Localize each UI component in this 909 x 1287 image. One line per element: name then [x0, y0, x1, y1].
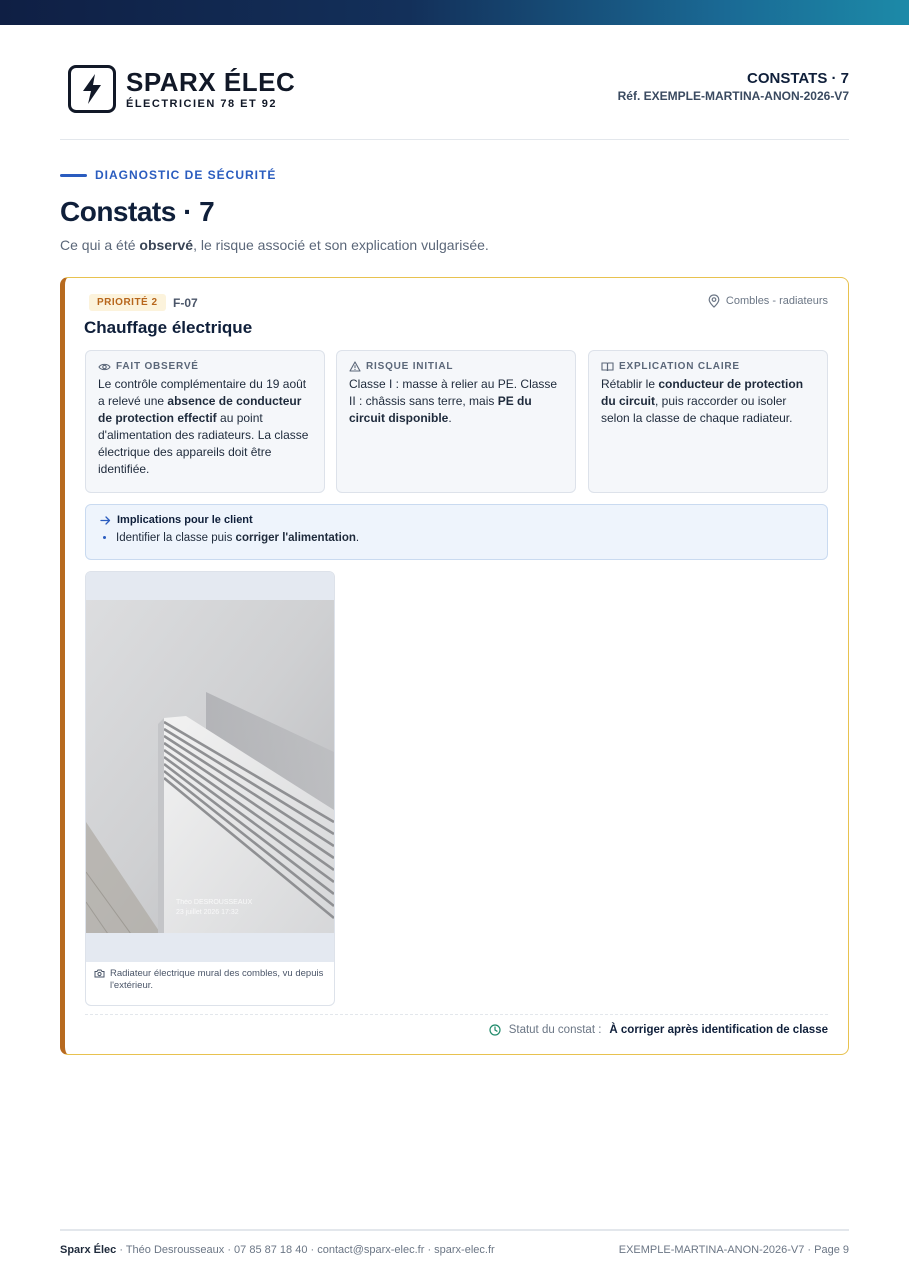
footer-contact: Sparx Élec · Théo Desrousseaux · 07 85 87 18 40 · contact@sparx-elec.fr · sparx-elec.fr	[60, 1244, 495, 1256]
implications-label: Implications pour le client	[117, 514, 253, 526]
risk-panel	[336, 350, 576, 493]
page-subtitle: Ce qui a été observé, le risque associé et son explication vulgarisée.	[60, 237, 489, 253]
explanation-panel	[588, 350, 828, 493]
status-value: À corriger après identification de classe	[609, 1024, 828, 1036]
finding-status	[85, 1014, 828, 1036]
map-pin-icon	[708, 294, 720, 308]
photo-watermark: Théo DESROUSSEAUX 23 juillet 2026 17:32	[176, 899, 253, 916]
warning-triangle-icon	[349, 361, 361, 372]
priority-badge: PRIORITÉ 2	[89, 294, 166, 311]
implication-item: • Identifier la classe puis corriger l'alimentation.	[116, 532, 813, 544]
finding-code: F-07	[173, 296, 198, 310]
photo-caption: Radiateur électrique mural des combles, vu depuis l'extérieur.	[86, 962, 334, 998]
lightning-icon	[68, 65, 116, 113]
explanation-text: Rétablir le conducteur de protection du circuit, puis raccorder ou isoler selon la classe de chaque radiateur.	[601, 377, 804, 425]
photo-frame	[86, 572, 334, 962]
risk-text: Classe I : masse à relier au PE. Classe II : châssis sans terre, mais PE du circuit disponible.	[349, 377, 558, 425]
finding-title: Chauffage électrique	[84, 318, 253, 337]
document-reference: Réf. EXEMPLE-MARTINA-ANON-2026-V7	[617, 89, 849, 103]
arrow-right-icon	[100, 516, 111, 525]
client-implications	[85, 504, 828, 560]
page-title: Constats · 7	[60, 196, 215, 227]
eyebrow-line	[60, 174, 87, 177]
clock-icon	[489, 1024, 501, 1036]
section-eyebrow	[60, 168, 276, 182]
finding-location	[708, 294, 828, 308]
open-book-icon	[601, 361, 614, 372]
fact-panel	[85, 350, 325, 493]
risk-label: RISQUE INITIAL	[366, 361, 454, 372]
eye-icon	[98, 362, 111, 372]
brand-tagline: ÉLECTRICIEN 78 ET 92	[126, 98, 278, 110]
brand-logo	[68, 65, 295, 113]
fact-label: FAIT OBSERVÉ	[116, 361, 199, 372]
status-label: Statut du constat :	[508, 1024, 602, 1036]
document-title: CONSTATS · 7	[747, 70, 849, 87]
eyebrow-label: DIAGNOSTIC DE SÉCURITÉ	[95, 168, 277, 182]
location-label: Combles - radiateurs	[725, 295, 828, 307]
brand-name: SPARX ÉLEC	[126, 67, 296, 97]
page-header	[60, 60, 849, 140]
explanation-label: EXPLICATION CLAIRE	[619, 361, 740, 372]
footer-page-ref: EXEMPLE-MARTINA-ANON-2026-V7 · Page 9	[618, 1244, 849, 1256]
top-color-band	[0, 0, 909, 25]
document-meta	[618, 70, 849, 103]
fact-text: Le contrôle complémentaire du 19 août a relevé une absence de conducteur de protection effectif au point d'alimentation des radiateurs. La classe électrique des appareils doit être identifiée.	[98, 377, 309, 476]
page-footer	[60, 1229, 849, 1256]
photo-card	[85, 571, 335, 1006]
camera-icon	[94, 969, 105, 978]
finding-card	[60, 277, 849, 1055]
